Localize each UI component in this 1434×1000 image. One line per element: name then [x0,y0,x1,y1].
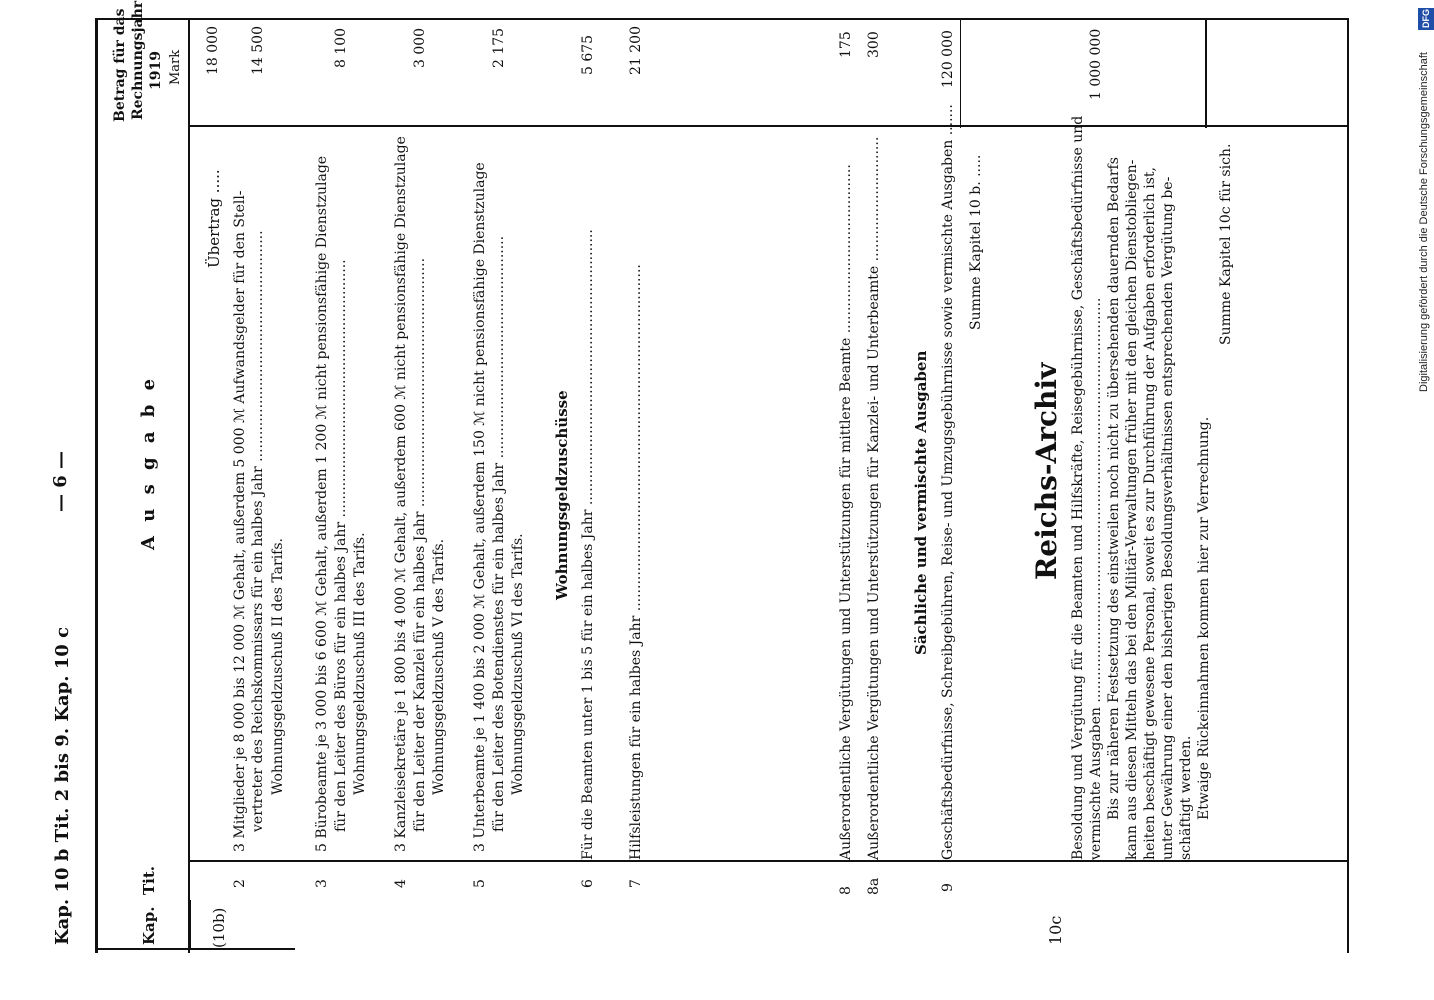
col-header-tit: Tit. [140,865,158,895]
row-8a-amount: 300 [866,31,882,58]
row-5-line3: Wohnungsgeldzuschuß VI des Tarifs. [510,533,526,795]
bottom-rule [95,948,295,950]
row-4-line1: 3 Kanzleisekretäre je 1 800 bis 4 000 ℳ Gehalt, außerdem 600 ℳ nicht pensionsfähige Dienstzulage [393,136,409,852]
archiv-note5: schäftigt werden. [1178,735,1194,860]
archiv-line1: Besoldung und Vergütung für die Beamten und Hilfskräfte, Reisegebührnisse, Geschäftsbedürfnisse und [1070,115,1086,860]
digitization-credit: Digitalisierung gefördert durch die Deutsche Forschungsgemeinschaft [1418,52,1430,392]
row-tit-7: 7 [628,879,644,888]
row-tit-8a: 8a [866,877,882,895]
row-3-line2: für den Leiter des Büros für ein halbes Jahr .......................................................... [333,259,349,832]
row-6-text: Für die Beamten unter 1 bis 5 für ein halbes Jahr .............................................................. [580,229,596,860]
row-tit-4: 4 [393,879,409,888]
row-8-text: Außerordentliche Vergütungen und Unterstützungen für mittlere Beamte ...................................... [838,164,854,860]
col-header-unit: Mark [168,49,183,85]
row-3-amount: 8 100 [333,27,349,68]
sum10c-rule [1205,20,1207,128]
wohnung-heading: Wohnungsgeldzuschüsse [553,390,571,600]
archiv-note4: unter Gewährung einer den bisherigen Besoldungsverhältnissen entsprechenden Vergütung be- [1160,176,1176,860]
running-head: Kap. 10 b Tit. 2 bis 9. Kap. 10 c [52,626,73,945]
dfg-logo-text: DFG [1421,9,1431,28]
archiv-amount: 1 000 000 [1088,28,1104,100]
row-4-line3: Wohnungsgeldzuschuß V des Tarifs. [431,538,447,795]
col-ausgabe-top-rule [190,125,1348,127]
row-4-line2: für den Leiter der Kanzlei für ein halbes Jahr ........................................................ [412,257,428,832]
row-tit-6: 6 [580,879,596,888]
row-6-amount: 5 675 [580,34,596,75]
col-header-ausgabe: A u s g a b e [138,374,159,550]
archiv-heading: Reichs-Archiv [1030,362,1063,580]
row-3-line3: Wohnungsgeldzuschuß III des Tarifs. [352,532,368,795]
right-frame-rule [1347,18,1349,953]
header-underline [188,18,190,953]
archiv-note6: Etwaige Rückeinnahmen kommen hier zur Verrechnung. [1196,416,1212,820]
header-top-rule [98,18,1348,20]
row-2-line1: 3 Mitglieder je 8 000 bis 12 000 ℳ Gehalt, außerdem 5 000 ℳ Aufwandsgelder für den Stell- [232,190,248,852]
summe-10b: Summe Kapitel 10 b. ..... [968,154,984,330]
row-2-amount: 14 500 [250,26,266,75]
archiv-note3: heiten beschäftigt gewesene Personal, soweit es zur Durchführung der Aufgaben erforderlich ist, [1142,167,1158,860]
row-5-line2: für den Leiter des Botendienstes für ein halbes Jahr .................................................. [491,235,507,832]
row-tit-9: 9 [940,883,956,892]
row-5-line1: 3 Unterbeamte je 1 400 bis 2 000 ℳ Gehalt, außerdem 150 ℳ nicht pensionsfähige Dienstzulage [472,162,488,852]
row-7-text: Hilfsleistungen für ein halbes Jahr .............................................................................. [628,264,644,860]
left-frame-rule [95,18,98,953]
archiv-note1: Bis zur näheren Festsetzung des einstweilen noch nicht zu übersehenden dauernden Bedarfs [1106,157,1122,820]
uebertrag-label: Übertrag ..... [205,169,223,268]
row-9-text: Geschäftsbedürfnisse, Schreibgebühren, Reise- und Umzugsgebührnisse sowie vermischte Ausgaben ....... [940,104,956,860]
row-8-amount: 175 [838,31,854,58]
kap-label-10b: (10b) [210,907,228,948]
row-8a-text: Außerordentliche Vergütungen und Unterstützungen für Kanzlei- und Unterbeamte ............................ [866,136,882,860]
row-7-amount: 21 200 [628,26,644,75]
row-5-amount: 2 175 [491,27,507,68]
col-header-kap: Kap. [140,906,158,945]
row-9-amount: 120 000 [940,30,956,88]
col-header-year: 1919 [148,51,164,90]
kap-label-10c: 10c [1046,915,1065,945]
row-tit-2: 2 [232,879,248,888]
row-2-line2: vertreter des Reichskommissars für ein halbes Jahr .................................................... [250,230,266,832]
col-header-betrag-1: Betrag für das [112,8,128,122]
col-tit-rule [190,860,1348,862]
row-tit-3: 3 [314,879,330,888]
uebertrag-amount: 18 000 [205,26,221,75]
dfg-logo [1418,8,1434,30]
row-4-amount: 3 000 [412,27,428,68]
col-kap-rule [190,900,191,950]
archiv-note2: kann aus diesen Mitteln das bei den Militär-Verwaltungen früher mit den gleichen Dienstobliegen- [1124,159,1140,860]
saechlich-heading: Sächliche und vermischte Ausgaben [912,350,930,655]
archiv-line2: vermischte Ausgaben ........................................................................................... [1088,297,1104,860]
row-2-line3: Wohnungsgeldzuschuß II des Tarifs. [270,538,286,795]
page-number: — 6 — [50,450,71,512]
row-3-line1: 5 Bürobeamte je 3 000 bis 6 600 ℳ Gehalt, außerdem 1 200 ℳ nicht pensionsfähige Dienstzulage [314,155,330,852]
col-header-betrag-2: Rechnungsjahr [130,0,146,120]
row-tit-5: 5 [472,879,488,888]
summe-10c: Summe Kapitel 10c für sich. [1218,143,1234,345]
sum10b-rule [960,20,961,128]
row-tit-8: 8 [838,886,854,895]
